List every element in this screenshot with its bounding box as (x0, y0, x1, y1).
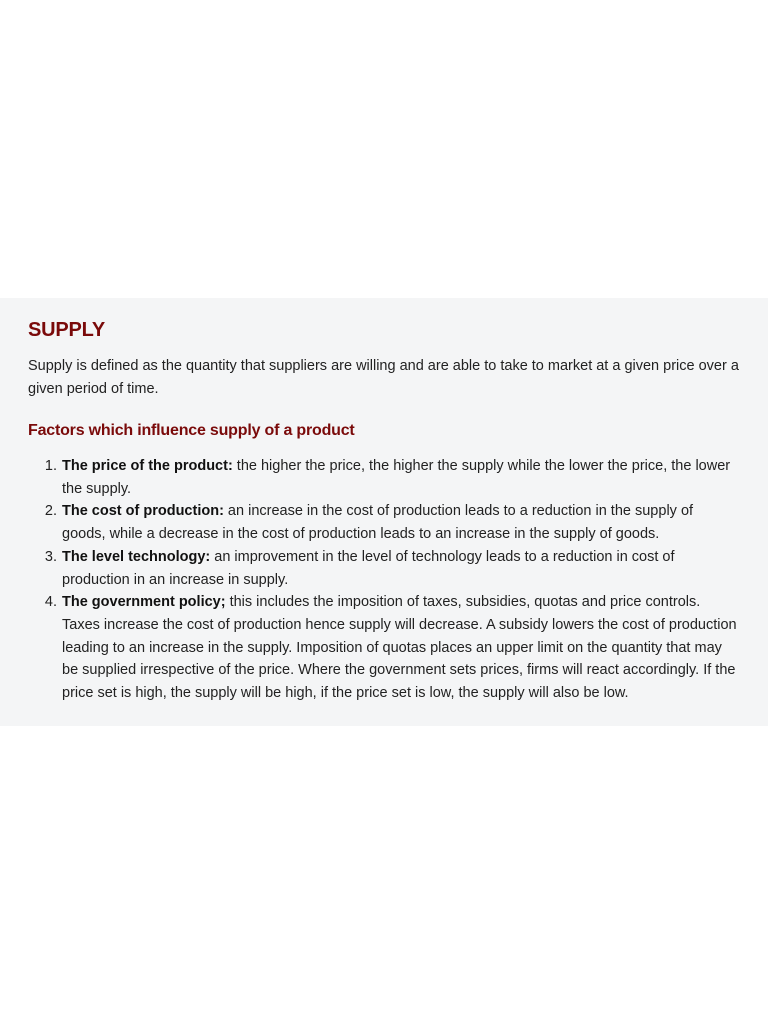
factor-description: an improvement in the level of technology leads to a reduction in cost of production in an increase in supply. (62, 548, 675, 588)
factor-description: this includes the imposition of taxes, subsidies, quotas and price controls. Taxes increase the cost of production hence supply will decrease. A subsidy lowers the cost of production leading to an increase in the supply. Imposition of quotas places an upper limit on the quantity that may be supplied irrespective of the price. Where the government sets prices, firms will react accordingly. If the price set is high, the supply will be high, if the price set is low, the supply will also be low. (62, 594, 737, 702)
factor-term: The level technology: (62, 548, 211, 565)
list-item (61, 500, 740, 545)
factor-term: The government policy; (62, 594, 226, 611)
list-item (61, 546, 740, 591)
section-title: SUPPLY (28, 319, 105, 341)
intro-paragraph: Supply is defined as the quantity that suppliers are willing and are able to take to market at a given price over a given period of time. (28, 358, 739, 397)
list-item (61, 455, 740, 500)
content-panel (0, 298, 768, 726)
factor-term: The price of the product: (62, 458, 233, 474)
factor-term: The cost of production: (62, 503, 224, 520)
list-item (61, 591, 740, 705)
factors-subtitle: Factors which influence supply of a product (28, 422, 355, 439)
factor-description: an increase in the cost of production leads to a reduction in the supply of goods, while a decrease in the cost of production leads to an increase in the supply of goods. (62, 503, 694, 543)
factors-list (28, 455, 740, 705)
factor-description: the higher the price, the higher the supply while the lower the price, the lower the supply. (62, 458, 731, 497)
